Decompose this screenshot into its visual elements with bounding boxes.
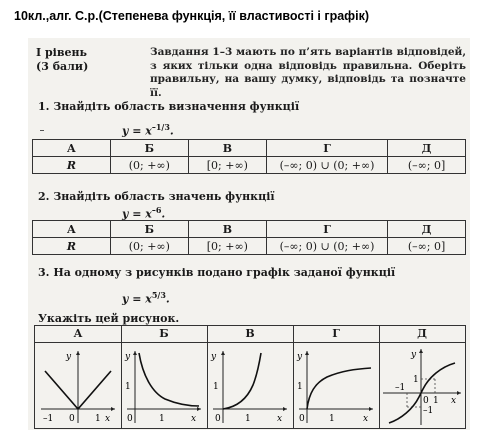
- graph-e[interactable]: [379, 343, 465, 428]
- option-b-label: Б: [110, 221, 188, 238]
- question-2-answers: [32, 220, 466, 255]
- graph-a-label: А: [73, 327, 83, 340]
- answer-letters-row: [33, 140, 466, 157]
- tick-one: 1: [95, 414, 101, 424]
- option-d-label: Г: [266, 140, 387, 157]
- graph-b[interactable]: [121, 343, 207, 428]
- graph-options: [34, 325, 466, 429]
- instructions: Завдання 1–3 мають по п’ять варіантів відповідей, з яких тільки одна відповідь правильна. Оберіть правильну, на вашу думку, відповідь та позначте її.: [150, 46, 466, 99]
- tick-zero: 0: [127, 414, 133, 424]
- graph-d-curve: [307, 368, 371, 409]
- question-2-formula: $y = x^{-6}$.: [122, 205, 166, 221]
- graph-d[interactable]: [293, 343, 379, 428]
- answer-values-row: [33, 157, 466, 174]
- tick-zero: 0: [299, 414, 305, 424]
- tick-zero: 0: [423, 396, 429, 406]
- axis-y-label: y: [297, 352, 303, 362]
- axis-x-label: x: [363, 414, 369, 424]
- question-2-text: 2. Знайдіть область значень функції: [38, 190, 275, 203]
- option-d-label: Г: [266, 221, 387, 238]
- graph-d-label: Г: [332, 327, 340, 340]
- formula-exponent: –1/3: [151, 122, 170, 132]
- option-c-value[interactable]: [0; +∞): [188, 157, 266, 174]
- option-e-label: Д: [388, 221, 466, 238]
- tick-one: 1: [297, 382, 303, 392]
- option-c-label: В: [188, 221, 266, 238]
- option-b-label: Б: [110, 140, 188, 157]
- graph-e-label: Д: [417, 327, 427, 340]
- tick-zero: 0: [215, 414, 221, 424]
- answer-values-row: [33, 238, 466, 255]
- formula-base: y = x: [122, 207, 152, 221]
- axis-y-label: y: [125, 352, 131, 362]
- tick-minus-one: –1: [43, 414, 54, 424]
- formula-exponent: –6: [151, 205, 162, 215]
- formula-exponent: 5/3: [151, 290, 166, 300]
- axis-x-label: x: [451, 396, 457, 406]
- tick-one: 1: [159, 414, 165, 424]
- question-3-formula: $y = x^{5/3}$.: [122, 290, 170, 306]
- option-e-value[interactable]: (–∞; 0]: [388, 238, 466, 255]
- tick-zero: 0: [69, 414, 75, 424]
- formula-base: y = x: [122, 124, 152, 138]
- graph-c-curve: [223, 353, 261, 409]
- option-e-label: Д: [388, 140, 466, 157]
- axis-x-label: x: [191, 414, 197, 424]
- question-1-answers: [32, 139, 466, 174]
- graph-c-label: В: [245, 327, 255, 340]
- answer-letters-row: [33, 221, 466, 238]
- axis-y-label: y: [211, 352, 217, 362]
- option-d-value[interactable]: (–∞; 0) ∪ (0; +∞): [266, 238, 387, 255]
- tick-one: 1: [413, 375, 419, 385]
- test-sheet: [28, 38, 470, 430]
- option-c-value[interactable]: [0; +∞): [188, 238, 266, 255]
- graph-b-curve: [139, 353, 199, 406]
- option-a-value[interactable]: R: [33, 157, 111, 174]
- option-d-value[interactable]: (–∞; 0) ∪ (0; +∞): [266, 157, 387, 174]
- graph-a[interactable]: [35, 343, 121, 428]
- graph-b-label: Б: [159, 327, 169, 340]
- page-title: 10кл.,алг. С.р.(Степенева функція, її властивості і графік): [14, 9, 369, 23]
- axis-y-label: y: [411, 350, 417, 360]
- tick-minus-one: –1: [395, 383, 406, 393]
- question-3-instruction: Укажіть цей рисунок.: [38, 312, 180, 325]
- formula-base: y = x: [122, 292, 152, 306]
- option-a-label: А: [33, 140, 111, 157]
- option-b-value[interactable]: (0; +∞): [110, 238, 188, 255]
- question-3-text: 3. На одному з рисунків подано графік заданої функції: [38, 266, 396, 279]
- level-name: I рівень: [36, 46, 88, 59]
- axis-y-label: y: [66, 352, 72, 362]
- option-b-value[interactable]: (0; +∞): [110, 157, 188, 174]
- tick-one: 1: [433, 396, 439, 406]
- mark-dash: [40, 130, 44, 131]
- option-e-value[interactable]: (–∞; 0]: [388, 157, 466, 174]
- option-c-label: В: [188, 140, 266, 157]
- tick-one: 1: [329, 414, 335, 424]
- question-1-text: 1. Знайдіть область визначення функції: [38, 100, 300, 113]
- option-a-label: А: [33, 221, 111, 238]
- level-points: (3 бали): [36, 60, 89, 73]
- axis-x-label: x: [105, 414, 111, 424]
- tick-one: 1: [213, 382, 219, 392]
- tick-one: 1: [245, 414, 251, 424]
- tick-one: 1: [125, 382, 131, 392]
- option-a-value[interactable]: R: [33, 238, 111, 255]
- question-1-formula: $y = x^{-1/3}$.: [122, 122, 174, 138]
- graph-c[interactable]: [207, 343, 293, 428]
- level-label: [36, 46, 88, 74]
- axis-x-label: x: [277, 414, 283, 424]
- tick-minus-one: –1: [423, 406, 434, 416]
